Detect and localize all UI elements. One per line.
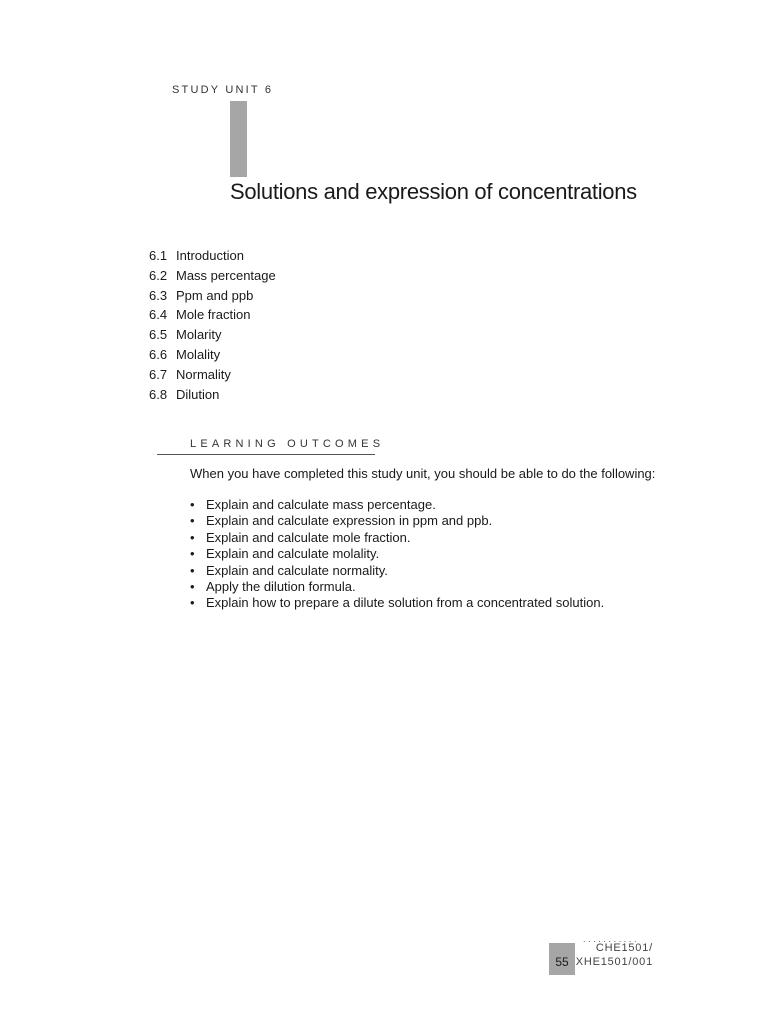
outcome-item [190, 563, 604, 579]
toc-item-number: 6.7 [149, 366, 168, 382]
footer-dots: ........... [583, 934, 640, 944]
learning-outcomes-divider [157, 454, 375, 455]
toc-item-number: 6.5 [149, 327, 168, 343]
course-code-line: CHE1501/ [595, 942, 653, 954]
outcome-text: Explain and calculate expression in ppm and ppb. [206, 513, 493, 529]
toc-item [149, 305, 276, 325]
toc-item-label: Mole fraction [176, 307, 251, 323]
toc-item-label: Ppm and ppb [176, 287, 254, 303]
toc-item [149, 325, 276, 345]
toc-item-number: 6.2 [149, 267, 168, 283]
learning-outcomes-list [190, 497, 604, 612]
outcome-text: Explain and calculate molality. [206, 546, 380, 562]
toc-item-label: Mass percentage [176, 267, 276, 283]
bullet-icon: • [190, 497, 195, 512]
toc-item-label: Molarity [176, 327, 222, 343]
outcome-item [190, 497, 604, 513]
outcome-item [190, 530, 604, 546]
toc-item [149, 286, 276, 306]
outcome-item [190, 579, 604, 595]
outcome-text: Explain and calculate normality. [206, 562, 388, 578]
toc-item [149, 246, 276, 266]
course-code-line: XHE1501/001 [575, 956, 653, 968]
toc-item [149, 385, 276, 405]
bullet-icon: • [190, 513, 195, 529]
toc-item [149, 345, 276, 365]
outcome-text: Explain how to prepare a dilute solution from a concentrated solution. [206, 595, 605, 611]
bullet-icon: • [190, 595, 195, 611]
bullet-icon: • [190, 578, 195, 594]
page-title: Solutions and expression of concentrations [230, 179, 637, 204]
outcome-item [190, 595, 604, 611]
outcome-item [190, 513, 604, 529]
toc-item [149, 365, 276, 385]
toc-item-label: Normality [176, 366, 231, 382]
toc-item-number: 6.6 [149, 346, 168, 362]
outcome-text: Apply the dilution formula. [206, 578, 356, 594]
toc-item-number: 6.1 [149, 248, 168, 263]
bullet-icon: • [190, 529, 195, 545]
bullet-icon: • [190, 546, 195, 562]
bullet-icon: • [190, 562, 195, 578]
learning-outcomes-intro: When you have completed this study unit, you should be able to do the following: [190, 466, 656, 481]
outcome-item [190, 546, 604, 562]
table-of-contents [149, 246, 276, 404]
study-unit-label: STUDY UNIT 6 [172, 84, 274, 96]
toc-item-number: 6.8 [149, 386, 168, 402]
toc-item-number: 6.4 [149, 307, 168, 323]
toc-item-number: 6.3 [149, 287, 168, 303]
toc-item-label: Introduction [176, 248, 244, 263]
chapter-accent-bar [230, 101, 247, 177]
page-number: 55 [549, 943, 575, 975]
outcome-text: Explain and calculate mole fraction. [206, 529, 411, 545]
toc-item-label: Dilution [176, 386, 220, 402]
outcome-text: Explain and calculate mass percentage. [206, 497, 436, 512]
course-code [576, 941, 653, 969]
learning-outcomes-heading: LEARNING OUTCOMES [190, 438, 385, 450]
toc-item [149, 266, 276, 286]
toc-item-label: Molality [176, 346, 221, 362]
